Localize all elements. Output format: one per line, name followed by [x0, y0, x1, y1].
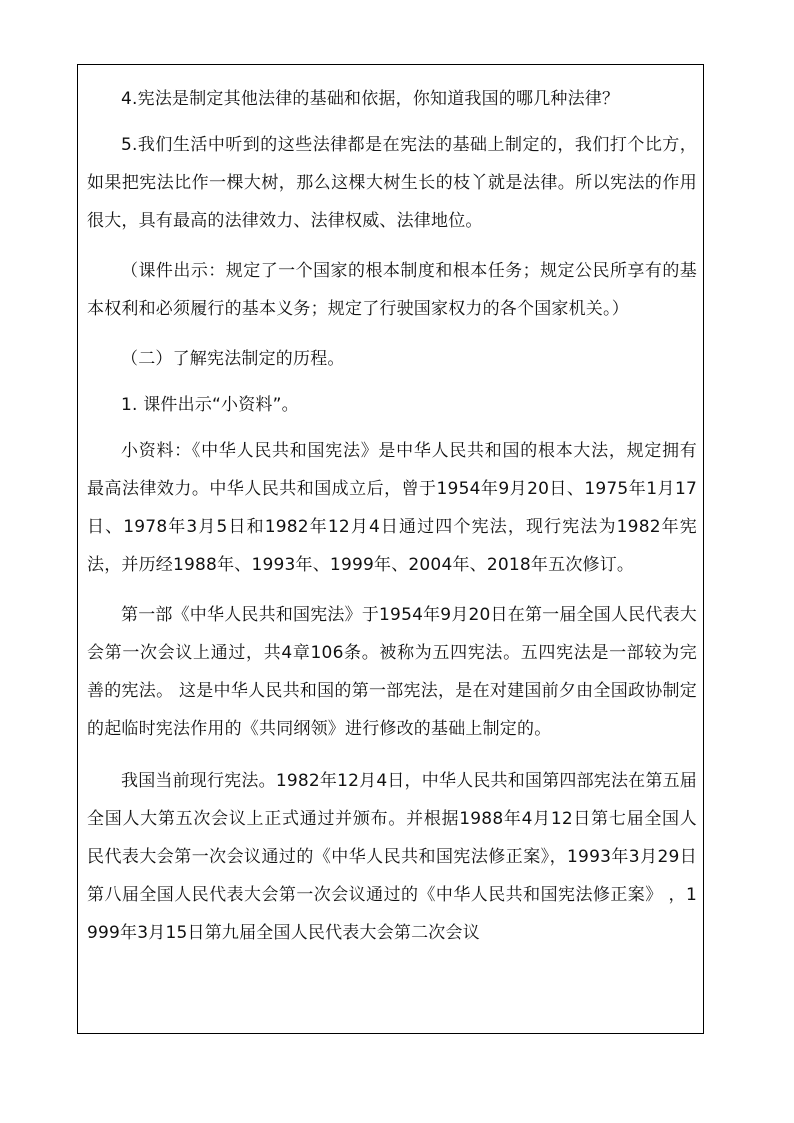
- section-heading-history: （二）了解宪法制定的历程。: [121, 349, 345, 369]
- table-cell-frame: [77, 64, 704, 1034]
- paragraph-question-4: 4.宪法是制定其他法律的基础和依据，你知道我国的哪几种法律？: [121, 89, 620, 109]
- paragraph-first-constitution: 第一部《中华人民共和国宪法》于1954年9月20日在第一届全国人民代表大会第一次会议上通过，共4章106条。被称为五四宪法。五四宪法是一部较为完善的宪法。 这是中华人民共和国的第一部宪法，是在对建国前夕由全国政协制定的起临时宪法作用的《共同纲领》进行修改的基础上制定的。: [87, 605, 697, 739]
- paragraph-small-info: 小资料：《中华人民共和国宪法》是中华人民共和国的根本大法，规定拥有最高法律效力。中华人民共和国成立后，曾于1954年9月20日、1975年1月17日、1978年3月5日和1982年12月4日通过四个宪法，现行宪法为1982年宪法，并历经1988年、1993年、1999年、2004年、2018年五次修订。: [87, 441, 697, 575]
- paragraph-current-constitution: 我国当前现行宪法。1982年12月4日，中华人民共和国第四部宪法在第五届全国人大第五次会议上正式通过并颁布。并根据1988年4月12日第七届全国人民代表大会第一次会议通过的《中华人民共和国宪法修正案》，1993年3月29日第八届全国人民代表大会第一次会议通过的《中华人民共和国宪法修正案》 ，1999年3月15日第九届全国人民代表大会第二次会议: [87, 771, 697, 943]
- paragraph-courseware-note: （课件出示：规定了一个国家的根本制度和根本任务；规定公民所享有的基本权利和必须履行的基本义务；规定了行驶国家权力的各个国家机关。）: [87, 261, 697, 319]
- paragraph-point-5: 5.我们生活中听到的这些法律都是在宪法的基础上制定的，我们打个比方，如果把宪法比作一棵大树，那么这棵大树生长的枝丫就是法律。所以宪法的作用很大，具有最高的法律效力、法律权威、法律地位。: [87, 135, 697, 231]
- document-body: [87, 80, 697, 964]
- paragraph-step-1: 1. 课件出示“小资料”。: [121, 395, 299, 415]
